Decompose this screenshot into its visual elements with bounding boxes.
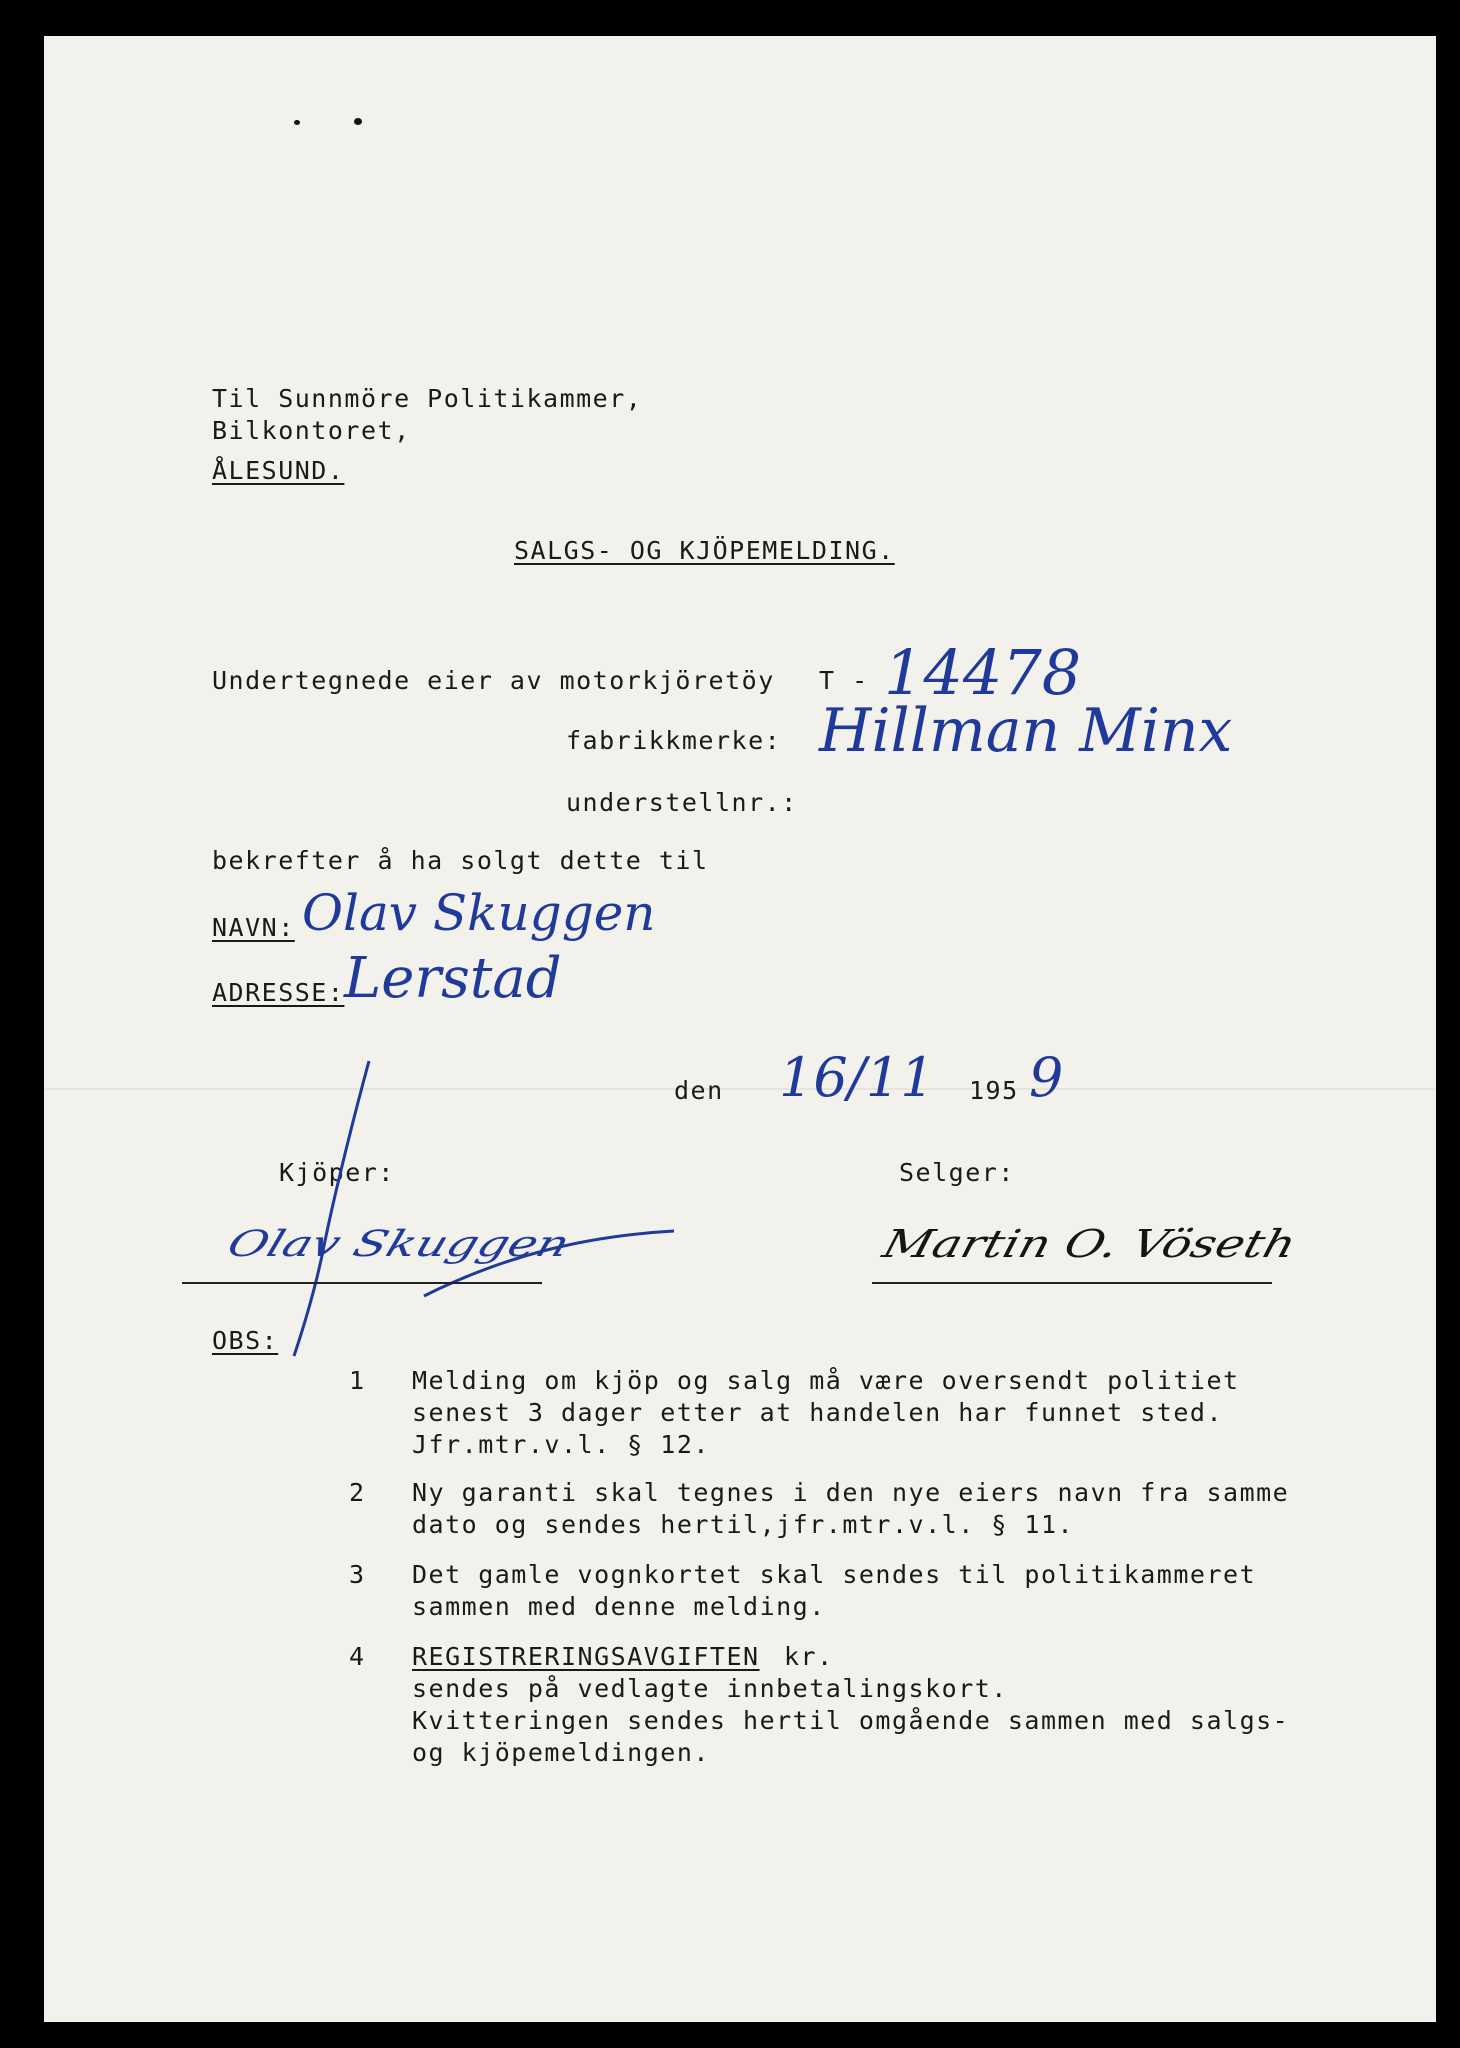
obs-item-number: 2	[349, 1478, 365, 1507]
buyer-signature-flourish	[204, 1056, 704, 1356]
addressee-city: ÅLESUND.	[212, 456, 345, 485]
obs-item-3-line: sammen med denne melding.	[412, 1592, 826, 1621]
date-year-suffix-handwritten: 9	[1029, 1046, 1064, 1109]
page-title: SALGS- OG KJÖPEMELDING.	[514, 536, 895, 565]
punch-mark	[294, 120, 300, 125]
obs-item-3-line: Det gamle vognkortet skal sendes til politikammeret	[412, 1560, 1257, 1589]
obs-item-4-line: og kjöpemeldingen.	[412, 1738, 710, 1767]
name-value-handwritten: Olav Skuggen	[302, 884, 656, 942]
address-value-handwritten: Lerstad	[344, 946, 562, 1011]
obs-item-4-line: sendes på vedlagte innbetalingskort.	[412, 1674, 1008, 1703]
vehicle-intro-label: Undertegnede eier av motorkjöretöy	[212, 666, 775, 695]
addressee-line1: Til Sunnmöre Politikammer,	[212, 384, 643, 413]
obs-item-1-line: Jfr.mtr.v.l. § 12.	[412, 1430, 710, 1459]
obs-item-1-line: Melding om kjöp og salg må være oversendt politiet	[412, 1366, 1240, 1395]
make-label: fabrikkmerke:	[566, 726, 782, 755]
obs-item-2-line: dato og sendes hertil,jfr.mtr.v.l. § 11.	[412, 1510, 1075, 1539]
buyer-signature-line	[182, 1282, 542, 1284]
chassis-label: understellnr.:	[566, 788, 798, 817]
confirm-text: bekrefter å ha solgt dette til	[212, 846, 709, 875]
obs-item-number: 3	[349, 1560, 365, 1589]
name-label: NAVN:	[212, 913, 295, 942]
obs-item-4-heading: REGISTRERINGSAVGIFTEN	[412, 1642, 760, 1671]
document-page	[44, 36, 1436, 2022]
obs-item-4-heading-suffix: kr.	[784, 1642, 834, 1671]
obs-label: OBS:	[212, 1326, 279, 1355]
punch-mark	[354, 118, 362, 125]
buyer-signature: Olav Skuggen	[222, 1223, 576, 1265]
address-label: ADRESSE:	[212, 978, 345, 1007]
date-day-month-handwritten: 16/11	[779, 1046, 935, 1109]
buyer-label: Kjöper:	[279, 1158, 395, 1187]
reg-number-handwritten: 14478	[884, 636, 1082, 709]
obs-item-number: 4	[349, 1642, 365, 1671]
obs-item-1-line: senest 3 dager etter at handelen har funnet sted.	[412, 1398, 1224, 1427]
seller-signature: Martin O. Vöseth	[877, 1221, 1301, 1267]
obs-item-number: 1	[349, 1366, 365, 1395]
addressee-line2: Bilkontoret,	[212, 416, 411, 445]
obs-item-2-line: Ny garanti skal tegnes i den nye eiers navn fra samme	[412, 1478, 1290, 1507]
date-den-label: den	[674, 1076, 724, 1105]
seller-label: Selger:	[899, 1158, 1015, 1187]
date-year-prefix: 195	[969, 1076, 1019, 1105]
obs-item-4-line: Kvitteringen sendes hertil omgående sammen med salgs-	[412, 1706, 1290, 1735]
make-value-handwritten: Hillman Minx	[819, 696, 1233, 766]
seller-signature-line	[872, 1282, 1272, 1284]
reg-prefix: T -	[819, 666, 869, 695]
